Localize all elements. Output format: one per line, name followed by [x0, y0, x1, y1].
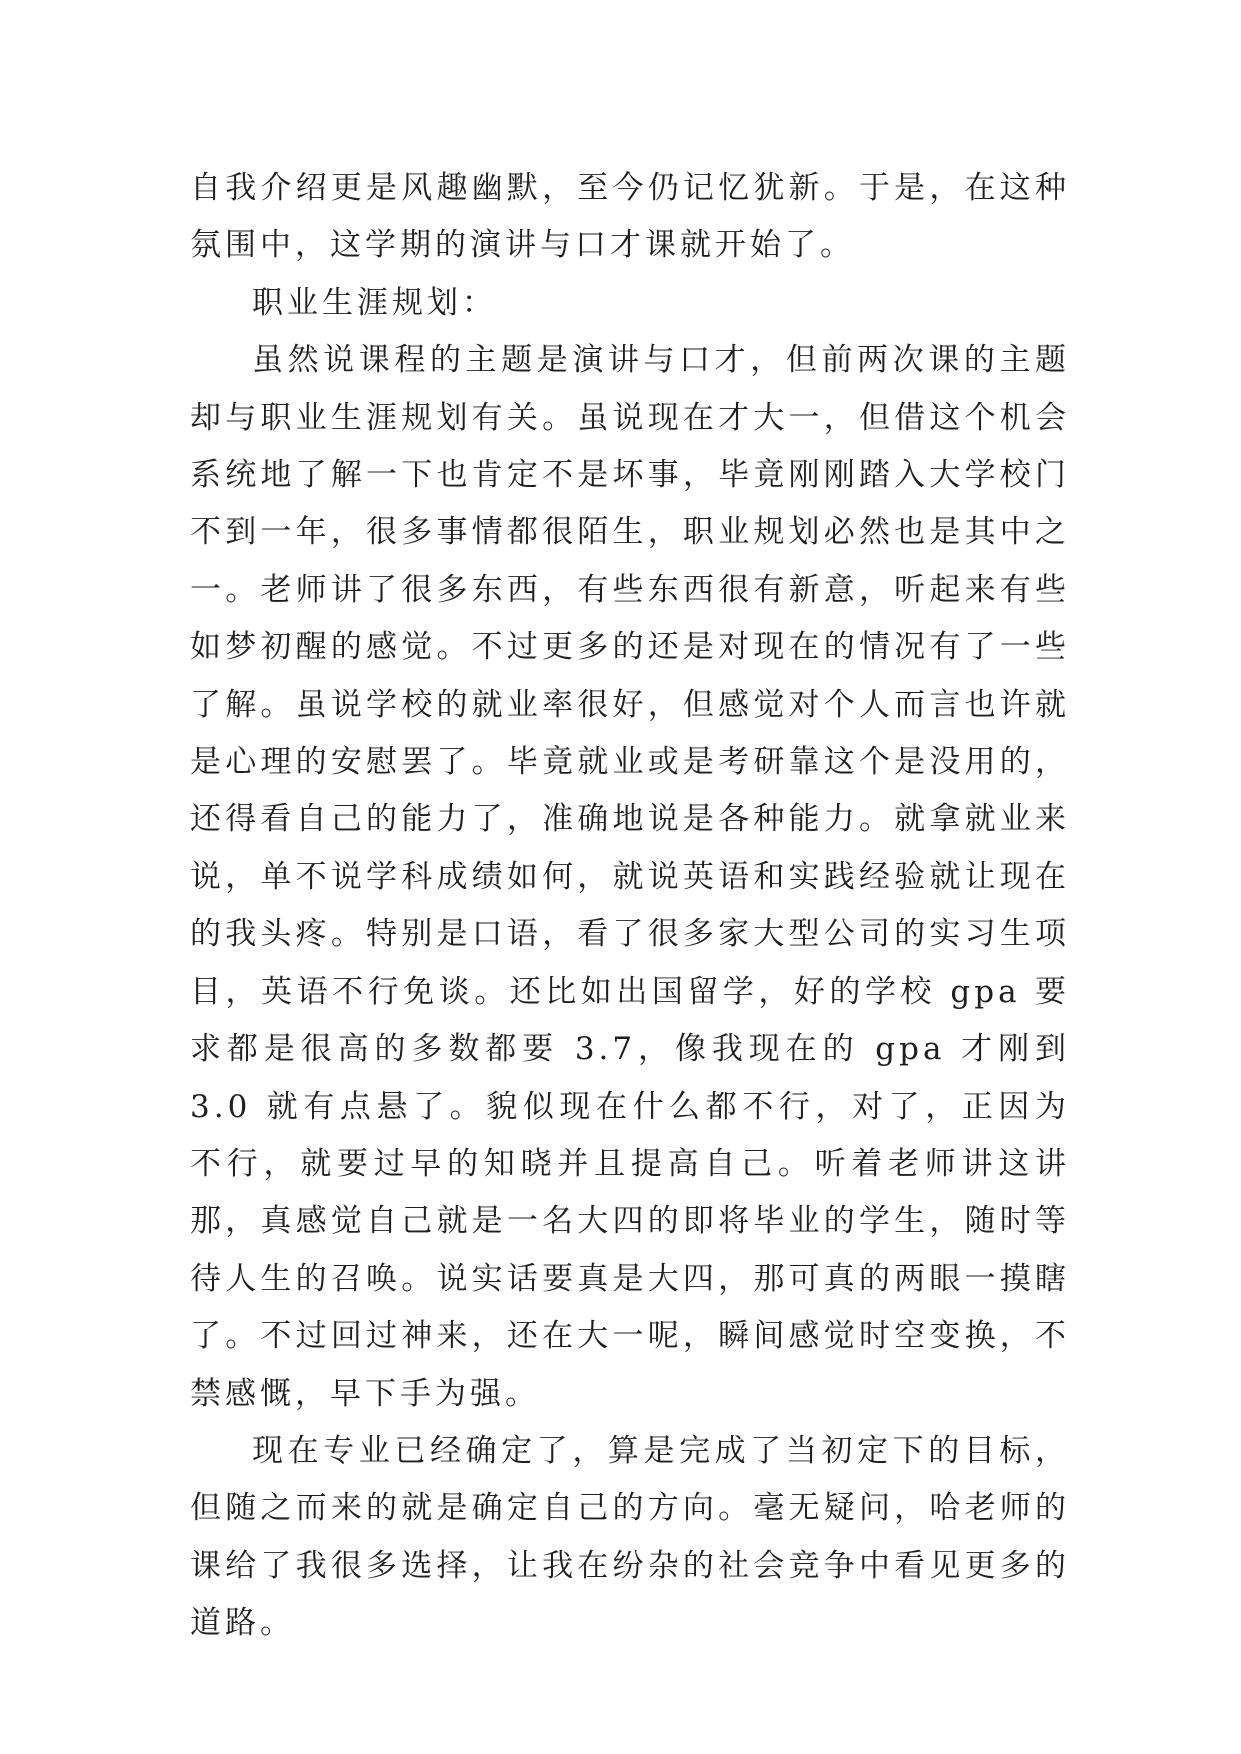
section-heading-career-planning: 职业生涯规划： — [252, 284, 497, 321]
paragraph-intro-continuation: 自我介绍更是风趣幽默，至今仍记忆犹新。于是，在这种氛围中，这学期的演讲与口才课就开始了。 — [190, 170, 1070, 264]
paragraph-career-planning: 虽然说课程的主题是演讲与口才，但前两次课的主题却与职业生涯规划有关。虽说现在才大一，但借这个机会系统地了解一下也肯定不是坏事，毕竟刚刚踏入大学校门不到一年，很多事情都很陌生，职业规划必然也是其中之一。老师讲了很多东西，有些东西很有新意，听起来有些如梦初醒的感觉。不过更多的还是对现在的情况有了一些了解。虽说学校的就业率很好，但感觉对个人而言也许就是心理的安慰罢了。毕竟就业或是考研靠这个是没用的，还得看自己的能力了，准确地说是各种能力。就拿就业来说，单不说学科成绩如何，就说英语和实践经验就让现在的我头疼。特别是口语，看了很多家大型公司的实习生项目，英语不行免谈。还比如出国留学，好的学校 gpa 要求都是很高的多数都要 3.7，像我现在的 gpa 才刚到 3.0 就有点悬了。貌似现在什么都不行，对了，正因为不行，就要过早的知晓并且提高自己。听着老师讲这讲那，真感觉自己就是一名大四的即将毕业的学生，随时等待人生的召唤。说实话要真是大四，那可真的两眼一摸瞎了。不过回过神来，还在大一呢，瞬间感觉时空变换，不禁感慨，早下手为强。 — [190, 342, 1070, 1412]
document-body — [190, 160, 1070, 1653]
paragraph-major-direction: 现在专业已经确定了，算是完成了当初定下的目标，但随之而来的就是确定自己的方向。毫无疑问，哈老师的课给了我很多选择，让我在纷杂的社会竞争中看见更多的道路。 — [190, 1432, 1070, 1642]
